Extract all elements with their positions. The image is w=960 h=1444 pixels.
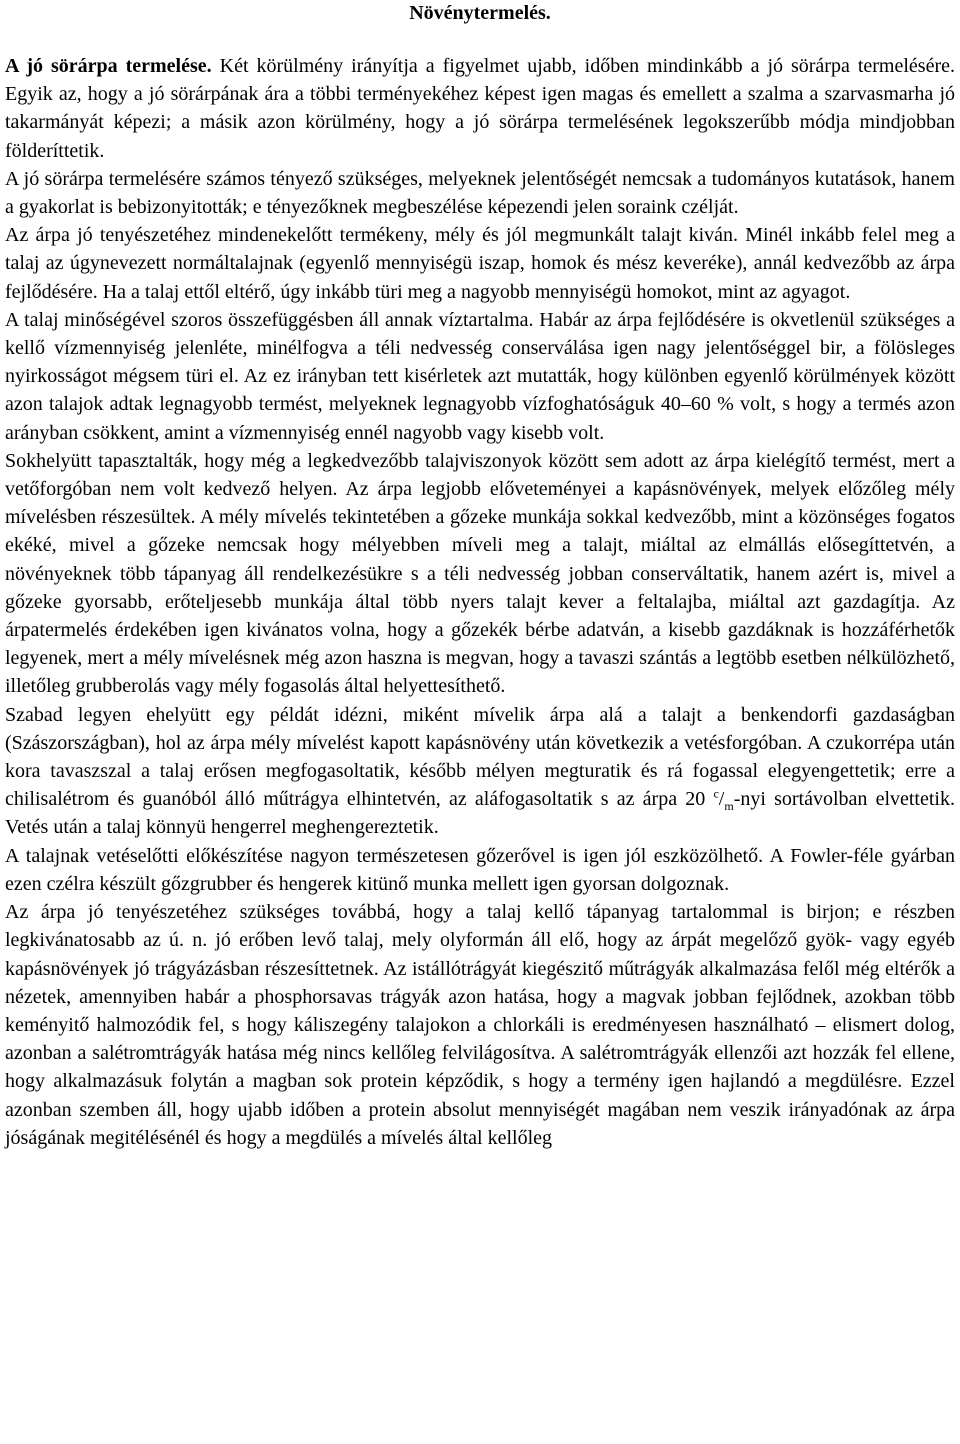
paragraph-1 (5, 52, 955, 165)
article-body (5, 52, 955, 1152)
fraction-denominator: m (724, 799, 734, 814)
paragraph-text: Szabad legyen ehelyütt egy példát idézni, miként mívelik árpa alá a talajt a benkendorfi gazdaságban (Szászországban), hol az árpa mély mívelést kapott kapásnövény után következik a vetésforgóban. A czukorrépa után kora tavaszszal a talaj erősen megfogasoltatik, később mélyen megturatik és rá fogassal elegyengettetik; erre a chilisalétrom és guanóból álló műtrágya elhintetvén, az aláfogasoltatik s az árpa 20 (5, 703, 955, 811)
fraction-slash: / (718, 788, 725, 811)
paragraph-text: -nyi sortávolban elvettetik. Vetés után a talaj könnyü hengerrel meghengereztetik. (5, 788, 955, 839)
paragraph-7: A talajnak vetéselőtti előkészítése nagyon természetesen gőzerővel is igen jól eszközölhető. A Fowler-féle gyárban ezen czélra készült gőzgrubber és hengerek kitünő munka mellett igen gyorsan dolgoznak. (5, 844, 955, 895)
section-heading: A jó sörárpa termelése. (5, 55, 212, 77)
paragraph-text: Két körülmény irányítja a figyelmet ujabb, időben mindinkább a jó sörárpa termelésére. Egyik az, hogy a jó sörárpának ára a többi terményekéhez képest igen magas és emellett a szalma a szarvasmarha jó takarmányát képezi; a másik azon körülmény, hogy a jó sörárpa termelésének legokszerűbb módja mindjobban földeríttetik. (5, 55, 955, 162)
paragraph-8: Az árpa jó tenyészetéhez szükséges továbbá, hogy a talaj kellő tápanyag tartalommal is birjon; e részben legkivánatosabb az ú. n. jó erőben levő talaj, mely olyformán áll elő, hogy az árpát megelőző gyök- vagy egyéb kapásnövények jó trágyázásban részesíttetnek. Az istállótrágyát kiegészitő műtrágyák alkalmazása felől még eltérők a nézetek, amennyiben habár a phosphorsavas trágyák azon hatása, hogy a magvak jobban fejlődnek, azokban több keményitő halmozódik fel, s hogy káliszegény talajokon a chlorkáli is eredményesen használható – elismert dolog, azonban a salétromtrágyák hatása még nincs kellőleg felvilágosítva. A salétromtrágyák ellenzői azt hozzák fel ellene, hogy alkalmazásuk folytán a magban sok protein képződik, s hogy a termény igen hajlandó a megdülésre. Ezzel azonban szemben áll, hogy ujabb időben a protein absolut mennyiségét magában nem veszik irányadónak az árpa jóságának megitélésénél és hogy a megdülés a mívelés által kellőleg (5, 901, 955, 1149)
fraction-numerator: c (713, 786, 719, 801)
paragraph-3: Az árpa jó tenyészetéhez mindenekelőtt termékeny, mély és jól megmunkált talajt kiván. Minél inkább felel meg a talaj az úgynevezett normáltalajnak (egyenlő mennyiségü iszap, homok és mész keveréke), annál kedvezőbb az árpa fejlődésére. Ha a talaj ettől eltérő, úgy inkább türi meg a nagyobb mennyiségü homokot, mint az agyagot. (5, 224, 955, 303)
paragraph-6 (5, 701, 955, 842)
page-title: Növénytermelés. (409, 2, 551, 24)
paragraph-2: A jó sörárpa termelésére számos tényező szükséges, melyeknek jelentőségét nemcsak a tudományos kutatások, hanem a gyakorlat is bebizonyitották; e tényezőknek megbeszélése képezendi jelen soraink czélját. (5, 167, 955, 219)
paragraph-4: A talaj minőségével szoros összefüggésben áll annak víztartalma. Habár az árpa fejlődésére is okvetlenül szükséges a kellő vízmennyiség jelenléte, minélfogva a téli nedvesség conserválása igen nagy jelentőséggel bir, a fölösleges nyirkosságot mégsem türi el. Az ez irányban tett kisérletek azt mutatták, hogy különben egyenlő körülmények között azon talajok adtak legnagyobb termést, melyeknek legnagyobb vízfoghatóságuk 40–60 % volt, s hogy a termés azon arányban csökkent, amint a vízmennyiség ennél nagyobb vagy kisebb volt. (5, 308, 955, 444)
paragraph-5: Sokhelyütt tapasztalták, hogy még a legkedvezőbb talajviszonyok között sem adott az árpa kielégítő termést, mert a vetőforgóban nem volt kedvező helyen. Az árpa legjobb előveteményei a kapásnövények, melyek előzőleg mély mívelésben részesültek. A mély mívelés tekintetében a gőzeke munkája sokkal kedvezőbb, mint a közönséges fogatos ekéké, mivel a gőzeke nemcsak hogy mélyebben míveli meg a talajt, miáltal az elmállás elősegíttetvén, a növényeknek több tápanyag áll rendelkezésükre s a téli nedvesség jobban conserváltatik, hanem azért is, mivel a gőzeke gyorsabb, erőteljesebb munkája által több nyers talajt kever a feltalajba, miáltal azt gazdagítja. Az árpatermelés érdekében igen kivánatos volna, hogy a gőzekék bérbe adatván, a kisebb gazdáknak is hozzáférhetők legyenek, mert a mély mívelésnek még azon haszna is megvan, hogy a tavaszi szántás a legtöbb esetben nélkülözhető, illetőleg grubberolás vagy mély fogasolás által helyettesíthető. (5, 449, 955, 698)
